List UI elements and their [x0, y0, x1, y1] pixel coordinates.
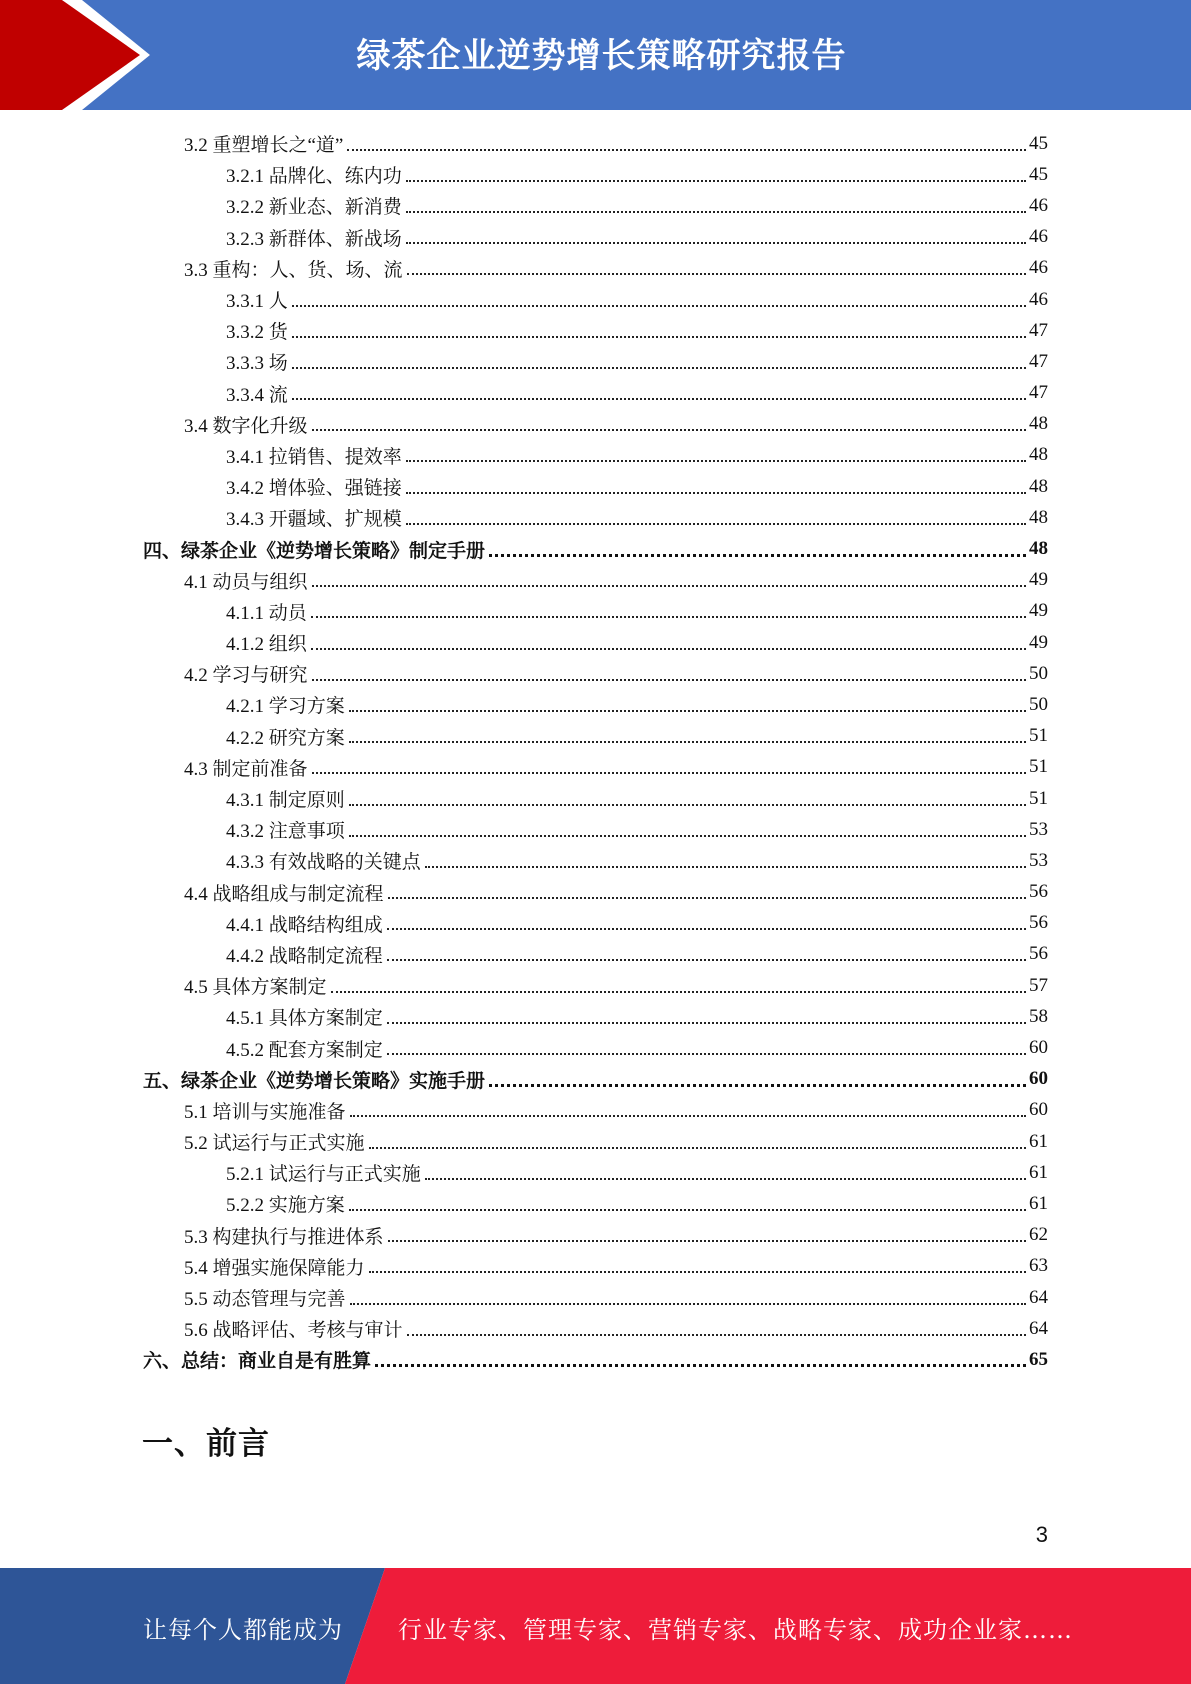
toc-entry-page: 58: [1029, 1005, 1048, 1027]
toc-entry-page: 63: [1029, 1255, 1048, 1277]
toc-entry-page: 46: [1029, 194, 1048, 216]
toc-entry-page: 46: [1029, 288, 1048, 310]
toc-entry[interactable]: [143, 627, 1048, 658]
toc-entry-page: 53: [1029, 849, 1048, 871]
toc-dot-leader: [292, 398, 1026, 400]
toc-entry[interactable]: [143, 1188, 1048, 1219]
toc-entry-label: 四、绿茶企业《逆势增长策略》制定手册: [143, 540, 486, 562]
toc-dot-leader: [349, 710, 1026, 712]
toc-entry-page: 64: [1029, 1286, 1048, 1308]
toc-entry[interactable]: [143, 596, 1048, 627]
page-footer: [0, 1568, 1191, 1684]
toc-entry-page: 48: [1029, 444, 1048, 466]
toc-entry-label: 5.3 构建执行与推进体系: [184, 1226, 384, 1248]
toc-entry-page: 45: [1029, 163, 1048, 185]
toc-entry[interactable]: [143, 222, 1048, 253]
toc-entry[interactable]: [143, 502, 1048, 533]
toc-entry-label: 4.5 具体方案制定: [184, 977, 327, 999]
toc-entry[interactable]: [143, 908, 1048, 939]
page-header: [0, 0, 1191, 110]
toc-entry[interactable]: [143, 253, 1048, 284]
toc-entry-page: 56: [1029, 912, 1048, 934]
toc-entry-page: 49: [1029, 631, 1048, 653]
toc-entry-label: 4.2.2 研究方案: [226, 727, 345, 749]
toc-dot-leader: [350, 1303, 1026, 1305]
toc-dot-leader: [489, 1084, 1026, 1087]
toc-entry-page: 47: [1029, 382, 1048, 404]
toc-dot-leader: [375, 1364, 1026, 1367]
toc-dot-leader: [406, 180, 1026, 182]
toc-entry[interactable]: [143, 409, 1048, 440]
toc-entry[interactable]: [143, 1095, 1048, 1126]
toc-entry-page: 62: [1029, 1224, 1048, 1246]
toc-entry-page: 47: [1029, 350, 1048, 372]
toc-dot-leader: [369, 1147, 1026, 1149]
toc-entry[interactable]: [143, 1313, 1048, 1344]
toc-entry-page: 51: [1029, 787, 1048, 809]
toc-entry-label: 4.3.2 注意事项: [226, 821, 345, 843]
toc-entry-page: 51: [1029, 725, 1048, 747]
toc-entry[interactable]: [143, 346, 1048, 377]
toc-dot-leader: [406, 523, 1026, 525]
toc-entry-label: 4.3.1 制定原则: [226, 790, 345, 812]
toc-dot-leader: [387, 959, 1026, 961]
toc-entry-label: 5.6 战略评估、考核与审计: [184, 1320, 403, 1342]
toc-dot-leader: [292, 305, 1026, 307]
toc-entry-label: 4.4.1 战略结构组成: [226, 914, 383, 936]
toc-entry-label: 5.5 动态管理与完善: [184, 1289, 346, 1311]
toc-dot-leader: [312, 429, 1026, 431]
toc-entry-page: 65: [1029, 1348, 1048, 1370]
toc-dot-leader: [312, 772, 1026, 774]
toc-dot-leader: [331, 991, 1026, 993]
toc-entry[interactable]: [143, 783, 1048, 814]
toc-entry-page: 53: [1029, 818, 1048, 840]
toc-dot-leader: [387, 928, 1026, 930]
toc-entry-page: 47: [1029, 319, 1048, 341]
toc-entry-label: 4.1.2 组织: [226, 634, 307, 656]
toc-entry[interactable]: [143, 1001, 1048, 1032]
toc-entry[interactable]: [143, 159, 1048, 190]
toc-entry[interactable]: [143, 814, 1048, 845]
toc-dot-leader: [312, 679, 1026, 681]
toc-dot-leader: [407, 1334, 1026, 1336]
toc-dot-leader: [369, 1271, 1026, 1273]
table-of-contents: [143, 128, 1048, 1376]
toc-dot-leader: [489, 554, 1026, 557]
toc-entry-label: 3.2 重塑增长之“道”: [184, 135, 344, 157]
toc-dot-leader: [350, 1115, 1026, 1117]
toc-dot-leader: [387, 1022, 1026, 1024]
toc-entry-label: 3.3.3 场: [226, 353, 288, 375]
toc-dot-leader: [311, 616, 1026, 618]
toc-dot-leader: [312, 585, 1026, 587]
toc-entry-page: 48: [1029, 413, 1048, 435]
toc-entry[interactable]: [143, 752, 1048, 783]
toc-entry-page: 46: [1029, 257, 1048, 279]
toc-entry-label: 5.1 培训与实施准备: [184, 1101, 346, 1123]
toc-entry-label: 5.2 试运行与正式实施: [184, 1133, 365, 1155]
toc-entry-label: 3.2.2 新业态、新消费: [226, 197, 402, 219]
toc-dot-leader: [406, 460, 1026, 462]
toc-entry-label: 4.1.1 动员: [226, 602, 307, 624]
toc-entry-label: 5.2.2 实施方案: [226, 1195, 345, 1217]
toc-entry[interactable]: [143, 1344, 1048, 1375]
toc-entry-page: 60: [1029, 1099, 1048, 1121]
toc-entry-page: 50: [1029, 662, 1048, 684]
toc-entry-label: 4.2.1 学习方案: [226, 696, 345, 718]
toc-entry[interactable]: [143, 1032, 1048, 1063]
toc-entry-page: 64: [1029, 1317, 1048, 1339]
toc-dot-leader: [349, 804, 1026, 806]
toc-entry-label: 4.1 动员与组织: [184, 571, 308, 593]
toc-entry[interactable]: [143, 471, 1048, 502]
toc-entry-page: 45: [1029, 132, 1048, 154]
toc-entry-label: 3.2.3 新群体、新战场: [226, 228, 402, 250]
footer-slogan-left: 让每个人都能成为: [143, 1616, 343, 1644]
footer-slogan-right: 行业专家、管理专家、营销专家、战略专家、成功企业家……: [398, 1616, 1073, 1644]
toc-entry-label: 3.4 数字化升级: [184, 415, 308, 437]
toc-entry-page: 60: [1029, 1037, 1048, 1059]
toc-entry[interactable]: [143, 970, 1048, 1001]
toc-entry-page: 49: [1029, 600, 1048, 622]
toc-dot-leader: [292, 336, 1026, 338]
toc-dot-leader: [349, 1209, 1026, 1211]
toc-entry[interactable]: [143, 1157, 1048, 1188]
toc-entry-label: 4.2 学习与研究: [184, 665, 308, 687]
toc-entry-page: 56: [1029, 881, 1048, 903]
toc-dot-leader: [387, 1053, 1026, 1055]
report-title: 绿茶企业逆势增长策略研究报告: [356, 36, 847, 76]
toc-entry-label: 3.4.1 拉销售、提效率: [226, 446, 402, 468]
toc-entry[interactable]: [143, 1220, 1048, 1251]
toc-entry[interactable]: [143, 315, 1048, 346]
toc-entry[interactable]: [143, 1251, 1048, 1282]
toc-entry-label: 4.4 战略组成与制定流程: [184, 883, 384, 905]
toc-dot-leader: [425, 866, 1026, 868]
toc-dot-leader: [406, 492, 1026, 494]
toc-dot-leader: [292, 367, 1026, 369]
toc-entry-label: 4.3.3 有效战略的关键点: [226, 852, 421, 874]
toc-entry[interactable]: [143, 689, 1048, 720]
toc-dot-leader: [406, 242, 1026, 244]
toc-entry-label: 3.3 重构：人、货、场、流: [184, 259, 403, 281]
toc-entry[interactable]: [143, 190, 1048, 221]
toc-dot-leader: [311, 648, 1026, 650]
toc-entry-page: 61: [1029, 1192, 1048, 1214]
toc-entry[interactable]: [143, 440, 1048, 471]
toc-entry-page: 48: [1029, 475, 1048, 497]
toc-entry-label: 六、总结：商业自是有胜算: [143, 1351, 372, 1373]
toc-entry[interactable]: [143, 939, 1048, 970]
toc-entry[interactable]: [143, 1126, 1048, 1157]
toc-entry-page: 46: [1029, 226, 1048, 248]
toc-entry-label: 5.2.1 试运行与正式实施: [226, 1164, 421, 1186]
toc-dot-leader: [425, 1178, 1026, 1180]
toc-entry[interactable]: [143, 533, 1048, 564]
toc-entry-page: 49: [1029, 569, 1048, 591]
toc-entry[interactable]: [143, 721, 1048, 752]
toc-dot-leader: [406, 211, 1026, 213]
section-heading: 一、前言: [142, 1426, 270, 1462]
toc-dot-leader: [388, 1240, 1026, 1242]
toc-entry-label: 4.3 制定前准备: [184, 758, 308, 780]
toc-entry-label: 4.4.2 战略制定流程: [226, 945, 383, 967]
toc-dot-leader: [347, 149, 1026, 151]
toc-entry-label: 3.3.2 货: [226, 322, 288, 344]
toc-entry-label: 4.5.2 配套方案制定: [226, 1039, 383, 1061]
toc-entry-page: 50: [1029, 693, 1048, 715]
toc-entry[interactable]: [143, 128, 1048, 159]
toc-entry[interactable]: [143, 658, 1048, 689]
toc-entry-label: 3.3.4 流: [226, 384, 288, 406]
toc-dot-leader: [388, 897, 1026, 899]
toc-entry-page: 48: [1029, 506, 1048, 528]
toc-entry-label: 3.2.1 品牌化、练内功: [226, 166, 402, 188]
toc-entry-label: 3.3.1 人: [226, 291, 288, 313]
toc-entry-label: 3.4.2 增体验、强链接: [226, 478, 402, 500]
toc-entry[interactable]: [143, 284, 1048, 315]
toc-entry-label: 3.4.3 开疆域、扩规模: [226, 509, 402, 531]
toc-entry[interactable]: [143, 877, 1048, 908]
toc-entry[interactable]: [143, 845, 1048, 876]
toc-dot-leader: [349, 835, 1026, 837]
toc-entry-page: 48: [1029, 538, 1048, 560]
toc-entry-page: 57: [1029, 974, 1048, 996]
toc-entry[interactable]: [143, 1064, 1048, 1095]
toc-entry-label: 五、绿茶企业《逆势增长策略》实施手册: [143, 1070, 486, 1092]
toc-dot-leader: [407, 273, 1026, 275]
toc-entry-page: 61: [1029, 1161, 1048, 1183]
toc-entry[interactable]: [143, 1282, 1048, 1313]
toc-entry-page: 51: [1029, 756, 1048, 778]
toc-entry[interactable]: [143, 378, 1048, 409]
toc-dot-leader: [349, 741, 1026, 743]
toc-entry-label: 5.4 增强实施保障能力: [184, 1257, 365, 1279]
toc-entry-page: 60: [1029, 1068, 1048, 1090]
toc-entry-label: 4.5.1 具体方案制定: [226, 1008, 383, 1030]
toc-entry-page: 61: [1029, 1130, 1048, 1152]
page-number: 3: [1035, 1522, 1048, 1547]
toc-entry[interactable]: [143, 565, 1048, 596]
toc-entry-page: 56: [1029, 943, 1048, 965]
